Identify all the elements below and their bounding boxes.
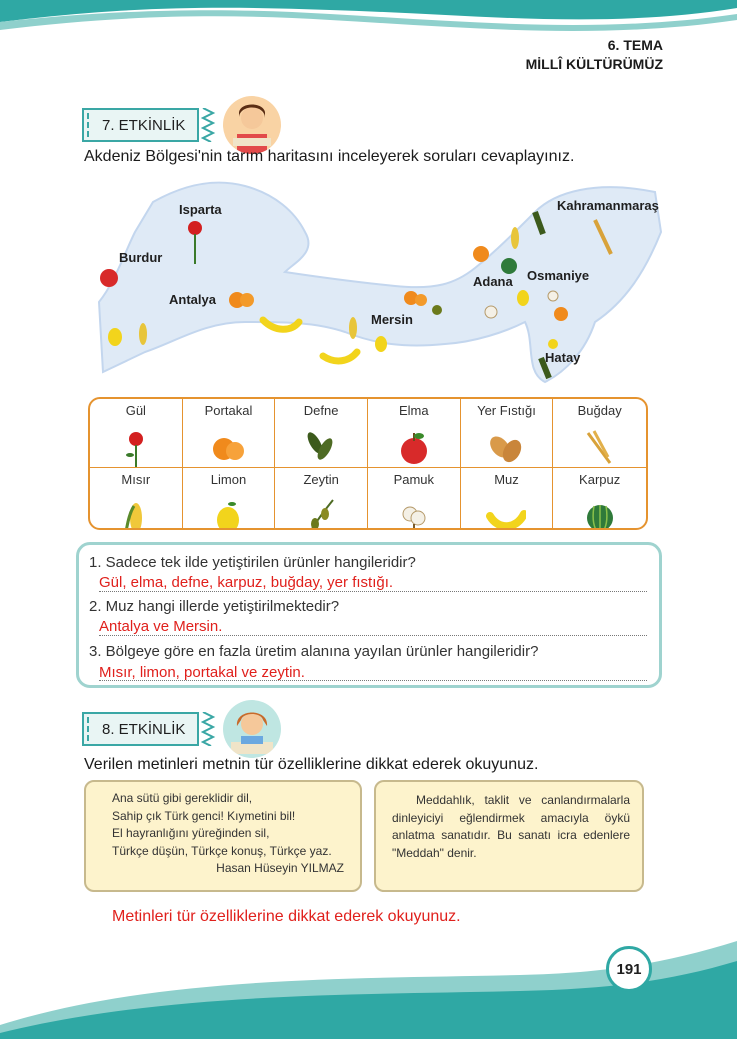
- activity-8-banner: [82, 700, 281, 758]
- corn-icon: [116, 496, 156, 530]
- lemon-icon: [208, 496, 248, 530]
- question-3: 3. Bölgeye göre en fazla üretim alanına yayılan ürünler hangileridir?: [89, 643, 539, 660]
- product-cell: [553, 468, 646, 530]
- poem-line: Ana sütü gibi gereklidir dil,: [112, 791, 253, 805]
- girl-reading-avatar-icon: [223, 96, 281, 154]
- city-adana: Adana: [473, 274, 513, 289]
- prose-text: Meddahlık, taklit ve canlandırmalarla dinleyiciyi eğlendirmek amacıyla öykü anlatma sanatıdır. Bu sanatı icra edenlere "Meddah" denir.: [392, 793, 630, 860]
- zigzag-icon: [201, 712, 217, 746]
- product-table: [88, 397, 648, 530]
- answer-3: Mısır, limon, portakal ve zeytin.: [99, 664, 305, 681]
- product-cell: [368, 399, 461, 468]
- city-burdur: Burdur: [119, 250, 163, 265]
- city-hatay: Hatay: [545, 350, 581, 365]
- question-2: 2. Muz hangi illerde yetiştirilmektedir?: [89, 598, 340, 615]
- product-cell: [183, 468, 276, 530]
- product-label: Gül: [125, 403, 146, 418]
- product-cell: [461, 399, 554, 468]
- product-label: Mısır: [121, 472, 151, 487]
- theme-title: MİLLÎ KÜLTÜRÜMÜZ: [525, 56, 663, 72]
- activity-7-banner: [82, 96, 281, 154]
- question-1: 1. Sadece tek ilde yetiştirilen ürünler hangileridir?: [89, 554, 416, 571]
- product-label: Portakal: [204, 403, 253, 418]
- bay-leaf-icon: [301, 427, 341, 467]
- activity-8-label: 8. ETKİNLİK: [82, 712, 199, 746]
- olive-icon: [301, 496, 341, 530]
- product-cell: [275, 399, 368, 468]
- poem-line: Sahip çık Türk genci! Kıymetini bil!: [112, 808, 296, 823]
- wheat-icon: [580, 427, 620, 467]
- girl-writing-avatar-icon: [223, 700, 281, 758]
- city-isparta: Isparta: [179, 202, 222, 217]
- product-cell: [461, 468, 554, 530]
- zigzag-icon: [201, 108, 217, 142]
- answer-1: Gül, elma, defne, karpuz, buğday, yer fıstığı.: [99, 574, 394, 591]
- product-cell: [275, 468, 368, 530]
- mediterranean-agriculture-map: [95, 172, 665, 394]
- poem-line: Türkçe düşün, Türkçe konuş, Türkçe yaz.: [112, 843, 332, 858]
- prose-text-box: [374, 780, 644, 892]
- city-mersin: Mersin: [371, 312, 413, 327]
- city-kahramanmaras: Kahramanmaraş: [557, 198, 659, 213]
- product-label: Zeytin: [303, 472, 339, 487]
- product-cell: [368, 468, 461, 530]
- answer-2: Antalya ve Mersin.: [99, 618, 223, 635]
- product-label: Defne: [303, 403, 339, 418]
- product-cell: [90, 399, 183, 468]
- cotton-icon: [394, 496, 434, 530]
- peanut-icon: [486, 427, 526, 467]
- answer-3-line: [99, 680, 647, 681]
- product-label: Yer Fıstığı: [477, 403, 536, 418]
- product-label: Limon: [210, 472, 247, 487]
- rose-icon: [116, 427, 156, 467]
- product-label: Elma: [399, 403, 429, 418]
- activity-8-instruction: Verilen metinleri metnin tür özelliklerine dikkat ederek okuyunuz.: [84, 756, 539, 773]
- product-label: Karpuz: [579, 472, 621, 487]
- theme-header: [526, 36, 663, 74]
- answer-2-line: [99, 635, 647, 636]
- city-antalya: Antalya: [169, 292, 216, 307]
- orange-icon: [208, 427, 248, 467]
- banana-icon: [486, 496, 526, 530]
- product-label: Pamuk: [393, 472, 435, 487]
- watermelon-icon: [580, 496, 620, 530]
- poem-line: El hayranlığını yüreğinden sil,: [112, 826, 270, 840]
- questions-box: [76, 542, 662, 688]
- product-label: Buğday: [577, 403, 622, 418]
- poem-author: Hasan Hüseyin YILMAZ: [216, 861, 344, 875]
- product-cell: [90, 468, 183, 530]
- city-osmaniye: Osmaniye: [527, 268, 590, 283]
- apple-icon: [394, 427, 434, 467]
- theme-number: 6. TEMA: [607, 37, 663, 53]
- poem-text-box: [84, 780, 362, 892]
- product-cell: [183, 399, 276, 468]
- product-cell: [553, 399, 646, 468]
- activity-8-answer: Metinleri tür özelliklerine dikkat ederek okuyunuz.: [112, 908, 461, 925]
- product-label: Muz: [494, 472, 519, 487]
- activity-7-instruction: Akdeniz Bölgesi'nin tarım haritasını inceleyerek soruları cevaplayınız.: [84, 148, 575, 165]
- page-number: 191: [606, 946, 652, 992]
- activity-7-label: 7. ETKİNLİK: [82, 108, 199, 142]
- answer-1-line: [99, 591, 647, 592]
